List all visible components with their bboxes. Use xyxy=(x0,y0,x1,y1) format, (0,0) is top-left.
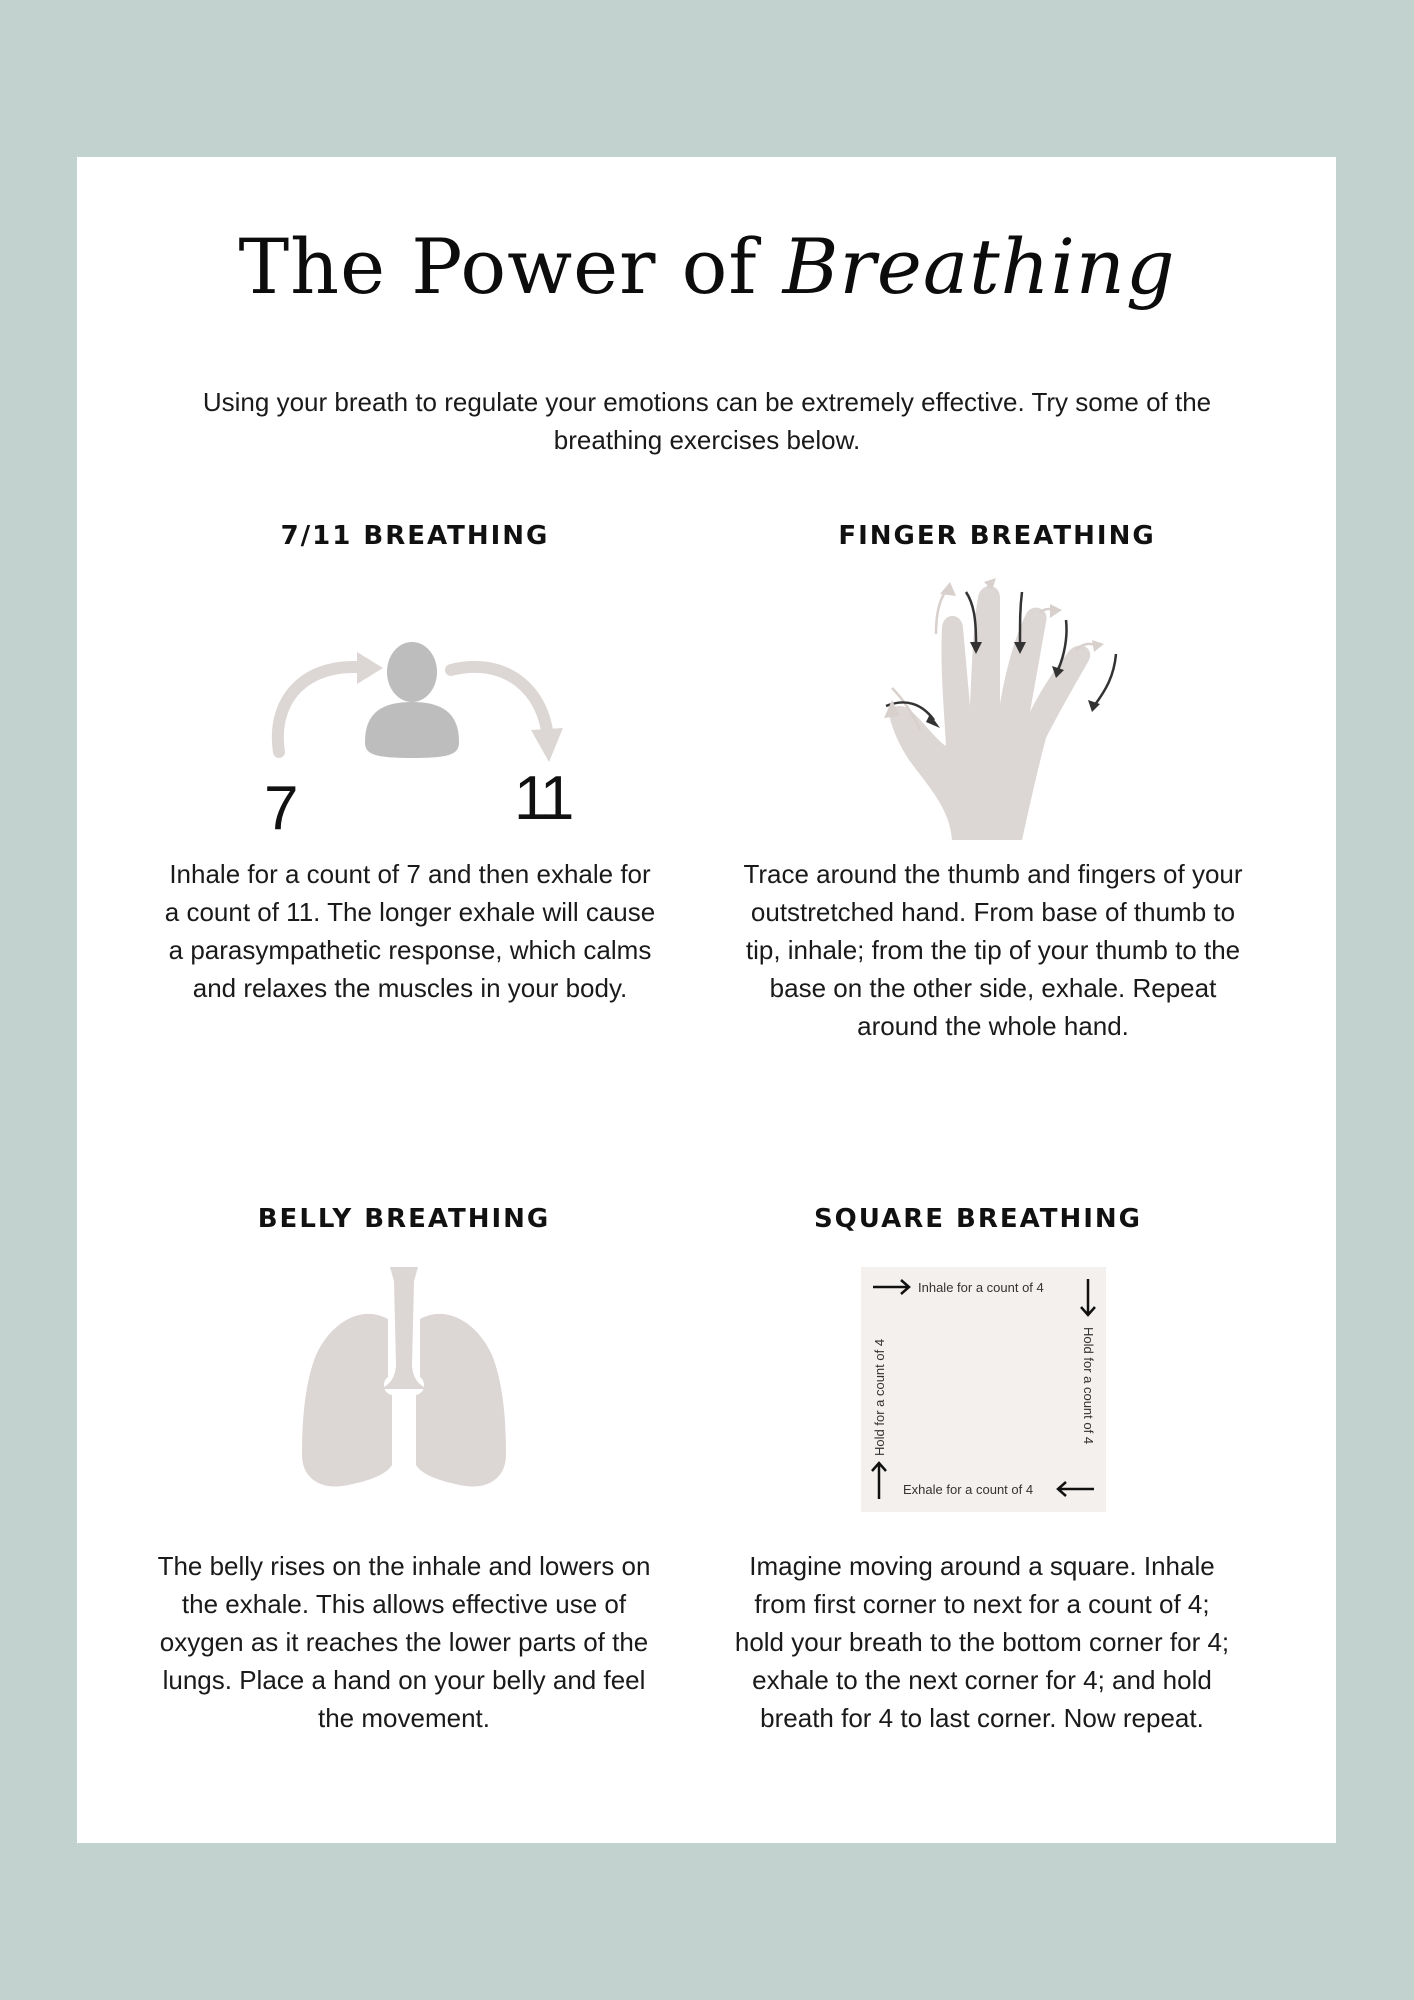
title-part-1: The Power of xyxy=(238,222,758,311)
square-label-right: Hold for a count of 4 xyxy=(1081,1327,1096,1445)
square-label-top: Inhale for a count of 4 xyxy=(918,1280,1044,1295)
lungs-icon xyxy=(302,1265,506,1491)
hand-shape xyxy=(890,586,1090,840)
person-head xyxy=(387,642,437,702)
trachea xyxy=(390,1267,418,1365)
text-7-11-breathing: Inhale for a count of 7 and then exhale for a count of 11. The longer exhale will cause a parasympathetic response, which calms and relaxes the muscles in your body. xyxy=(164,859,656,1003)
title-part-2: Breathing xyxy=(782,222,1176,311)
intro-text: Using your breath to regulate your emotions can be extremely effective. Try some of the breathing exercises below. xyxy=(202,387,1212,455)
heading-belly-breathing: BELLY BREATHING xyxy=(257,1204,551,1234)
square-label-bottom: Exhale for a count of 4 xyxy=(903,1482,1034,1497)
text-finger-breathing: Trace around the thumb and fingers of your outstretched hand. From base of thumb to tip, inhale; from the tip of your thumb to the base on the other side, exhale. Repeat around the whole hand. xyxy=(743,859,1243,1041)
person-body xyxy=(365,702,459,758)
left-lung xyxy=(302,1314,392,1487)
inhale-arrow xyxy=(278,667,370,752)
exhale-count: 11 xyxy=(514,764,571,833)
person-breath-icon xyxy=(265,640,565,770)
hand-icon xyxy=(870,578,1130,840)
heading-7-11-breathing: 7/11 BREATHING xyxy=(280,521,550,551)
page-title xyxy=(0,222,1414,311)
text-square-breathing: Imagine moving around a square. Inhale from first corner to next for a count of 4; hold your breath to the bottom corner for 4; exhale to the next corner for 4; and hold breath for 4 to last corner. Now repeat. xyxy=(734,1551,1230,1733)
square-background xyxy=(861,1267,1106,1512)
square-breathing-icon xyxy=(861,1267,1106,1512)
exhale-arrow xyxy=(451,667,548,740)
heading-square-breathing: SQUARE BREATHING xyxy=(813,1204,1143,1234)
heading-finger-breathing: FINGER BREATHING xyxy=(838,521,1156,551)
inhale-count: 7 xyxy=(264,774,299,843)
right-lung xyxy=(416,1314,506,1487)
square-label-left: Hold for a count of 4 xyxy=(872,1338,887,1456)
text-belly-breathing: The belly rises on the inhale and lowers on the exhale. This allows effective use of oxygen as it reaches the lower parts of the lungs. Place a hand on your belly and feel the movement. xyxy=(157,1551,651,1733)
